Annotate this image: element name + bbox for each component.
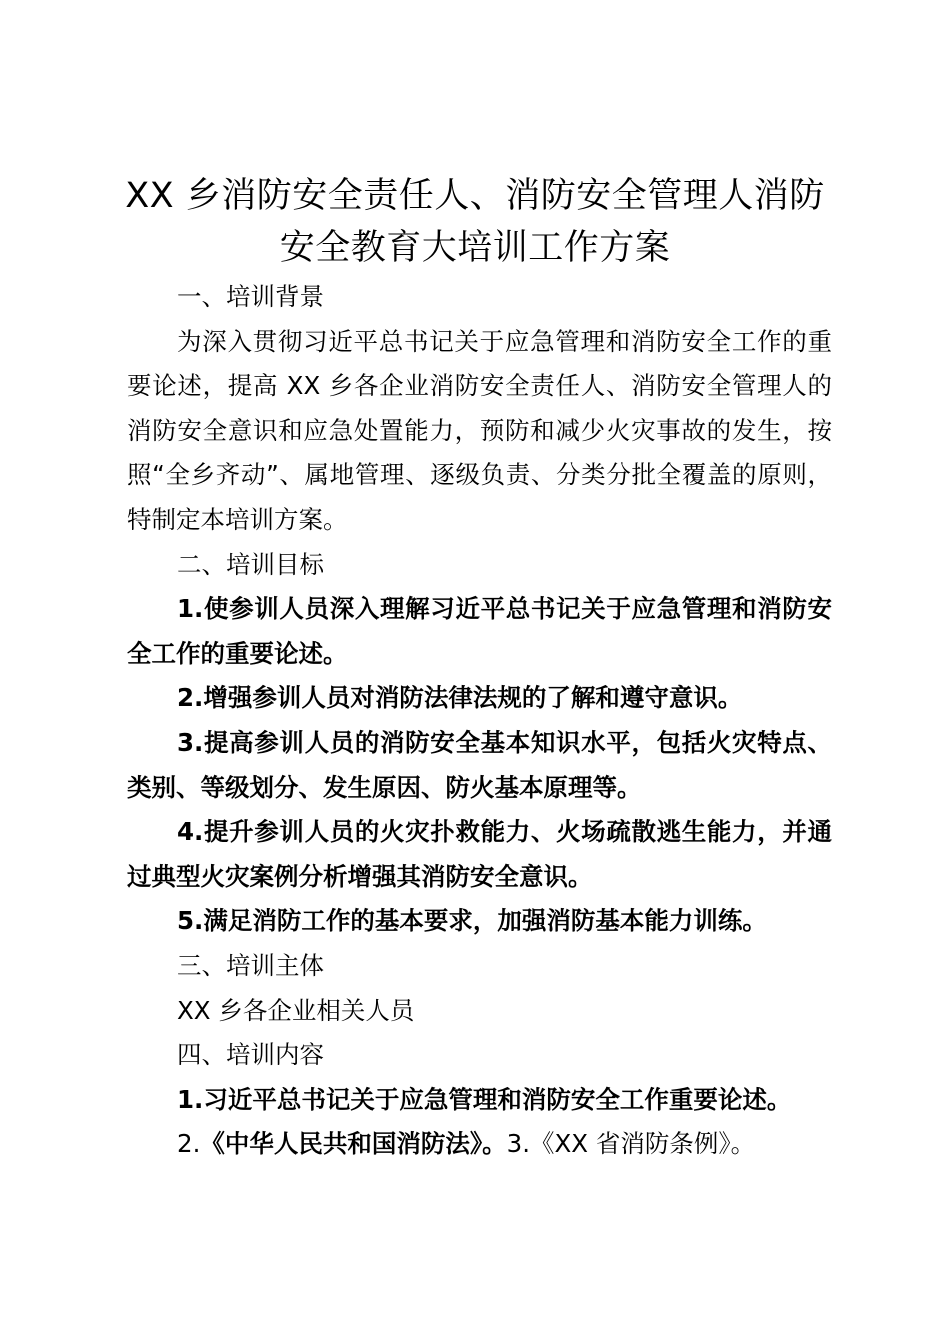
goal-item: 1.使参训人员深入理解习近平总书记关于应急管理和消防安全工作的重要论述。 (127, 594, 832, 668)
goal-item: 5.满足消防工作的基本要求，加强消防基本能力训练。 (177, 906, 767, 936)
section-1-heading: 一、培训背景 (177, 282, 324, 311)
content-item-line (127, 1122, 832, 1167)
document-body (127, 275, 832, 1167)
section-3-paragraph: XX 乡各企业相关人员 (177, 995, 415, 1025)
section-1-paragraph: 为深入贯彻习近平总书记关于应急管理和消防安全工作的重要论述，提高 XX 乡各企业消防安全责任人、消防安全管理人的消防安全意识和应急处置能力，预防和减少火灾事故的发生，按照“全乡齐动”、属地管理、逐级负责、分类分批全覆盖的原则，特制定本培训方案。 (127, 326, 832, 534)
section-4-heading: 四、培训内容 (177, 1040, 324, 1070)
content-item-2-title: 《中华人民共和国消防法》。 (200, 1129, 507, 1159)
section-3-heading: 三、培训主体 (177, 950, 324, 980)
goal-item: 2.增强参训人员对消防法律法规的了解和遵守意识。 (177, 683, 743, 713)
content-item: 1.习近平总书记关于应急管理和消防安全工作重要论述。 (177, 1084, 792, 1114)
content-item-3: 3.《XX 省消防条例》。 (506, 1129, 756, 1159)
content-item-2-number: 2. (177, 1129, 201, 1159)
section-2-heading: 二、培训目标 (177, 549, 324, 579)
goal-item: 4.提升参训人员的火灾扑救能力、火场疏散逃生能力，并通过典型火灾案例分析增强其消防安全意识。 (127, 817, 832, 891)
goal-item: 3.提高参训人员的消防安全基本知识水平，包括火灾特点、类别、等级划分、发生原因、防火基本原理等。 (127, 727, 832, 802)
title-line-2: 安全教育大培训工作方案 (279, 228, 671, 268)
title-line-1: XX 乡消防安全责任人、消防安全管理人消防 (125, 176, 825, 216)
document-title (110, 170, 840, 274)
